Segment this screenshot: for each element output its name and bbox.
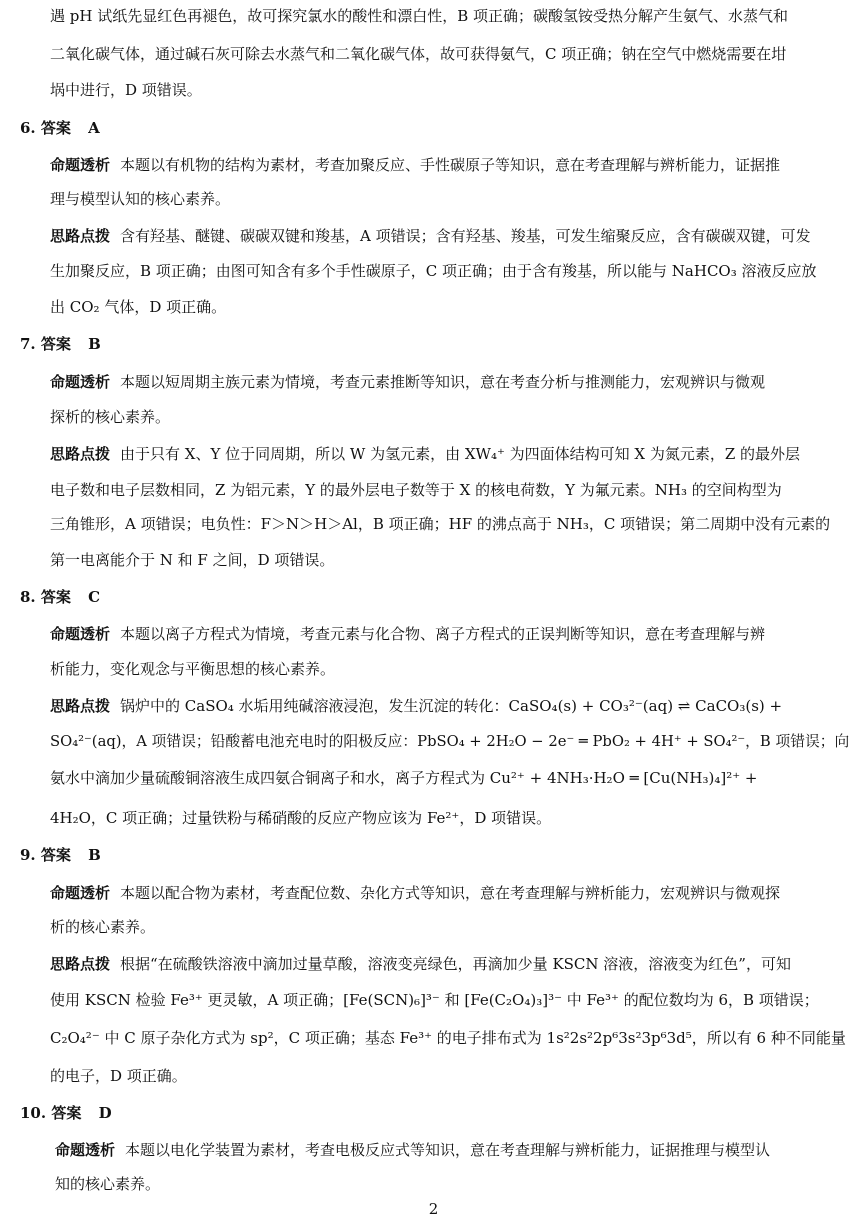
analysis-label: 命题透析 (55, 1141, 116, 1159)
answer-value: B (88, 335, 101, 353)
hint-label: 思路点拨 (50, 697, 111, 715)
intro-line-3: 埚中进行，D 项错误。 (50, 81, 202, 99)
analysis-text: 本题以电化学装置为素材，考查电极反应式等知识，意在考查理解与辨析能力，证据推理与模型认 (125, 1141, 771, 1159)
answer-value: C (88, 588, 101, 606)
hint-text: 三角锥形，A 项错误；电负性：F＞N＞H＞Al，B 项正确；HF 的沸点高于 NH₃，C 项错误；第二周期中没有元素的 (50, 515, 831, 533)
intro-line-1: 遇 pH 试纸先显红色再褪色，故可探究氯水的酸性和漂白性，B 项正确；碳酸氢铵受热分解产生氨气、水蒸气和 (50, 7, 789, 25)
analysis-label: 命题透析 (50, 156, 111, 174)
question-7-header (0, 331, 867, 357)
question-number: 10. (20, 1104, 47, 1122)
hint-text: 电子数和电子层数相同，Z 为铝元素，Y 的最外层电子数等于 X 的核电荷数，Y 为氟元素。NH₃ 的空间构型为 (50, 481, 782, 499)
analysis-text: 本题以配合物为素材，考查配位数、杂化方式等知识，意在考查理解与辨析能力，宏观辨识与微观探 (120, 884, 781, 902)
question-number: 7. (20, 335, 36, 353)
analysis-text: 本题以离子方程式为情境，考查元素与化合物、离子方程式的正误判断等知识，意在考查理解与辨 (120, 625, 766, 643)
question-9-header (0, 842, 867, 868)
question-10-header (0, 1100, 867, 1126)
question-number: 9. (20, 846, 36, 864)
intro-line-2: 二氧化碳气体，通过碱石灰可除去水蒸气和二氧化碳气体，故可获得氨气，C 项正确；钠在空气中燃烧需要在坩 (50, 45, 787, 63)
hint-text: 氨水中滴加少量硫酸铜溶液生成四氨合铜离子和水，离子方程式为 Cu²⁺ + 4NH₃·H₂O ═ [Cu(NH₃)₄]²⁺ + (50, 769, 758, 787)
analysis-text: 析的核心素养。 (50, 918, 156, 936)
hint-text: 由于只有 X、Y 位于同周期，所以 W 为氢元素，由 XW₄⁺ 为四面体结构可知 X 为氮元素，Z 的最外层 (120, 445, 801, 463)
page-number: 2 (428, 1200, 439, 1218)
hint-label: 思路点拨 (50, 955, 111, 973)
answer-value: D (98, 1104, 112, 1122)
hint-text: 使用 KSCN 检验 Fe³⁺ 更灵敏，A 项正确；[Fe(SCN)₆]³⁻ 和 [Fe(C₂O₄)₃]³⁻ 中 Fe³⁺ 的配位数均为 6，B 项错误； (50, 991, 819, 1009)
hint-text: SO₄²⁻(aq)，A 项错误；铅酸蓄电池充电时的阳极反应：PbSO₄ + 2H₂O − 2e⁻ ═ PbO₂ + 4H⁺ + SO₄²⁻，B 项错误；向 (50, 733, 850, 750)
hint-text: 出 CO₂ 气体，D 项正确。 (50, 298, 227, 316)
analysis-label: 命题透析 (50, 373, 111, 391)
hint-label: 思路点拨 (50, 445, 111, 463)
answer-value: B (88, 846, 101, 864)
answer-label: 答案 (40, 335, 71, 353)
hint-label: 思路点拨 (50, 227, 111, 245)
hint-text: 锅炉中的 CaSO₄ 水垢用纯碱溶液浸泡，发生沉淀的转化：CaSO₄(s) + CO₃²⁻(aq) ⇌ CaCO₃(s) + (120, 697, 783, 715)
question-6-header (0, 115, 867, 141)
hint-text: C₂O₄²⁻ 中 C 原子杂化方式为 sp²，C 项正确；基态 Fe³⁺ 的电子排布式为 1s²2s²2p⁶3s²3p⁶3d⁵，所以有 6 种不同能量 (50, 1029, 846, 1047)
hint-text: 4H₂O，C 项正确；过量铁粉与稀硝酸的反应产物应该为 Fe²⁺，D 项错误。 (50, 809, 552, 827)
analysis-text: 知的核心素养。 (55, 1175, 161, 1193)
hint-text: 根据“在硫酸铁溶液中滴加过量草酸，溶液变亮绿色，再滴加少量 KSCN 溶液，溶液变为红色”，可知 (120, 955, 791, 973)
answer-label: 答案 (40, 846, 71, 864)
hint-text: 的电子，D 项正确。 (50, 1067, 187, 1085)
analysis-text: 本题以有机物的结构为素材，考查加聚反应、手性碳原子等知识，意在考查理解与辨析能力，证据推 (120, 156, 781, 174)
hint-text: 含有羟基、醚键、碳碳双键和羧基，A 项错误；含有羟基、羧基，可发生缩聚反应，含有碳碳双键，可发 (120, 227, 811, 245)
hint-text: 第一电离能介于 N 和 F 之间，D 项错误。 (50, 551, 335, 569)
analysis-label: 命题透析 (50, 884, 111, 902)
question-number: 8. (20, 588, 36, 606)
answer-label: 答案 (40, 119, 71, 137)
question-8-header (0, 584, 867, 610)
answer-label: 答案 (40, 588, 71, 606)
analysis-text: 理与模型认知的核心素养。 (50, 190, 231, 208)
answer-value: A (88, 119, 100, 137)
answer-label: 答案 (51, 1104, 82, 1122)
analysis-text: 析能力，变化观念与平衡思想的核心素养。 (50, 660, 336, 678)
analysis-text: 本题以短周期主族元素为情境，考查元素推断等知识，意在考查分析与推测能力，宏观辨识与微观 (120, 373, 766, 391)
analysis-label: 命题透析 (50, 625, 111, 643)
analysis-text: 探析的核心素养。 (50, 408, 171, 426)
hint-text: 生加聚反应，B 项正确；由图可知含有多个手性碳原子，C 项正确；由于含有羧基，所以能与 NaHCO₃ 溶液反应放 (50, 262, 817, 280)
question-number: 6. (20, 119, 36, 137)
